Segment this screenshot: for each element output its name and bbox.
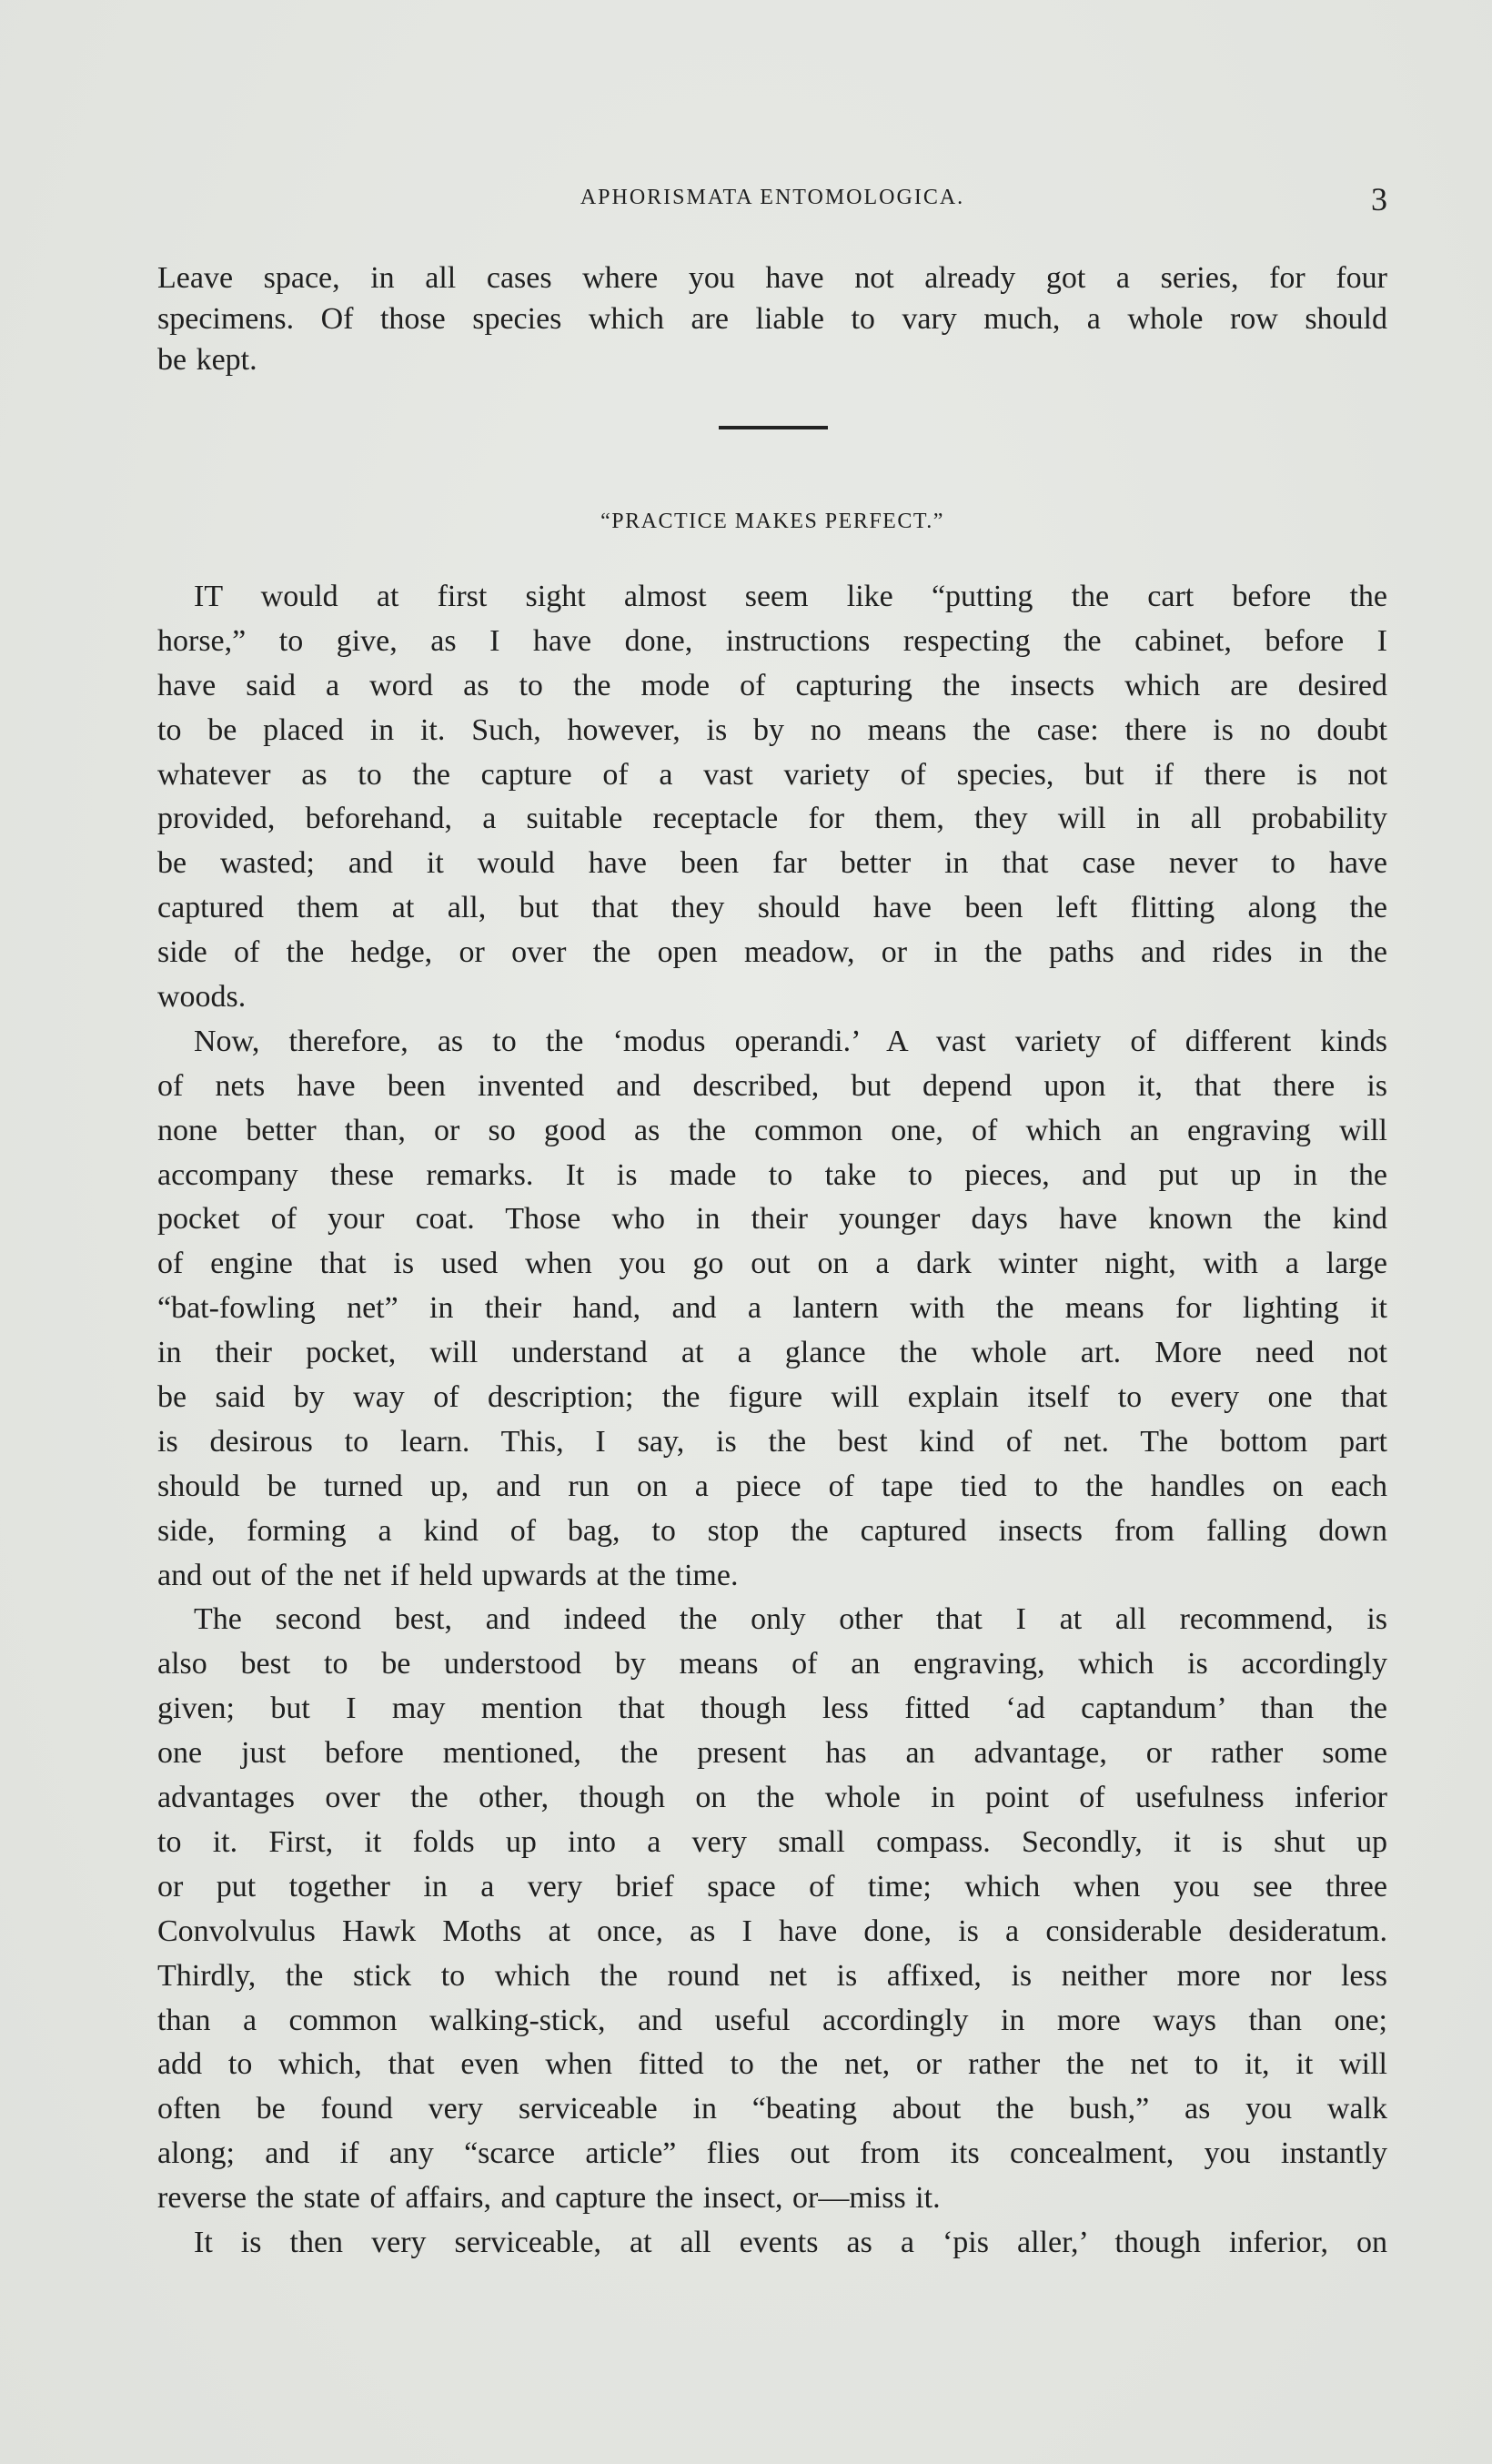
text-line: side, forming a kind of bag, to stop the captured insects from falling down	[157, 1513, 1387, 1548]
text-line: to be placed in it. Such, however, is by no means the case: there is no doubt	[157, 712, 1387, 747]
text-line: whatever as to the capture of a vast variety of species, but if there is not	[157, 757, 1387, 792]
text-line: than a common walking-stick, and useful accordingly in more ways than one;	[157, 2003, 1387, 2037]
text-line: have said a word as to the mode of capturing the insects which are desired	[157, 668, 1387, 702]
running-head	[157, 180, 1387, 217]
text-line: also best to be understood by means of an engraving, which is accordingly	[157, 1647, 1387, 1681]
text-line: of nets have been invented and described, but depend upon it, that there is	[157, 1068, 1387, 1103]
text-line: It is then very serviceable, at all events as a ‘pis aller,’ though inferior, on	[194, 2225, 1387, 2259]
text-line: captured them at all, but that they should have been left flitting along the	[157, 891, 1387, 925]
text-line: be wasted; and it would have been far better in that case never to have	[157, 846, 1387, 881]
text-line: often be found very serviceable in “beating about the bush,” as you walk	[157, 2092, 1387, 2126]
text-line: or put together in a very brief space of time; which when you see three	[157, 1869, 1387, 1904]
text-line: horse,” to give, as I have done, instructions respecting the cabinet, before I	[157, 623, 1387, 658]
text-line: along; and if any “scarce article” flies out from its concealment, you instantly	[157, 2136, 1387, 2171]
paragraph	[157, 575, 1387, 1020]
text-line: to it. First, it folds up into a very small compass. Secondly, it is shut up	[157, 1824, 1387, 1859]
page-number: 3	[1371, 181, 1387, 217]
text-line: advantages over the other, though on the whole in point of usefulness inferior	[157, 1781, 1387, 1815]
text-line: accompany these remarks. It is made to take to pieces, and put up in the	[157, 1157, 1387, 1192]
paragraph	[157, 1598, 1387, 2220]
text-line: specimens. Of those species which are liable to vary much, a whole row should	[157, 302, 1387, 336]
text-line: Thirdly, the stick to which the round net is affixed, is neither more nor less	[157, 1958, 1387, 1993]
text-line: given; but I may mention that though less fitted ‘ad captandum’ than the	[157, 1691, 1387, 1726]
text-line: of engine that is used when you go out on a dark winter night, with a large	[157, 1247, 1387, 1281]
text-line: Convolvulus Hawk Moths at once, as I have done, is a considerable desideratum.	[157, 1914, 1387, 1948]
text-line: Now, therefore, as to the ‘modus operandi.’ A vast variety of different kinds	[194, 1024, 1387, 1058]
text-line: be said by way of description; the figure will explain itself to every one that	[157, 1380, 1387, 1415]
paragraph	[157, 2221, 1387, 2266]
section-title: “PRACTICE MAKES PERFECT.”	[600, 510, 944, 533]
main-text	[157, 575, 1387, 2266]
text-line: provided, beforehand, a suitable receptacle for them, they will in all probability	[157, 802, 1387, 836]
text-line: reverse the state of affairs, and capture the insect, or—miss it.	[157, 2181, 941, 2216]
text-line: be kept.	[157, 343, 257, 377]
text-line: in their pocket, will understand at a glance the whole art. More need not	[157, 1336, 1387, 1370]
paragraph	[157, 1020, 1387, 1599]
running-title: APHORISMATA ENTOMOLOGICA.	[580, 186, 965, 209]
text-line: and out of the net if held upwards at the time.	[157, 1558, 739, 1592]
text-line: “bat-fowling net” in their hand, and a lantern with the means for lighting it	[157, 1291, 1387, 1326]
section-divider-rule	[719, 426, 828, 429]
text-line: woods.	[157, 980, 247, 1015]
text-line: is desirous to learn. This, I say, is the best kind of net. The bottom part	[157, 1424, 1387, 1459]
top-paragraph	[157, 258, 1387, 380]
text-line: pocket of your coat. Those who in their younger days have known the kind	[157, 1202, 1387, 1237]
text-line: side of the hedge, or over the open meadow, or in the paths and rides in the	[157, 935, 1387, 970]
text-line: IT would at first sight almost seem like “putting the cart before the	[194, 580, 1387, 613]
text-line: add to which, that even when fitted to the net, or rather the net to it, it will	[157, 2047, 1387, 2082]
text-line: should be turned up, and run on a piece of tape tied to the handles on each	[157, 1469, 1387, 1503]
text-line: The second best, and indeed the only other that I at all recommend, is	[194, 1602, 1387, 1637]
text-line: one just before mentioned, the present has an advantage, or rather some	[157, 1736, 1387, 1771]
text-line: Leave space, in all cases where you have not already got a series, for four	[157, 261, 1387, 295]
text-line: none better than, or so good as the common one, of which an engraving will	[157, 1113, 1387, 1147]
